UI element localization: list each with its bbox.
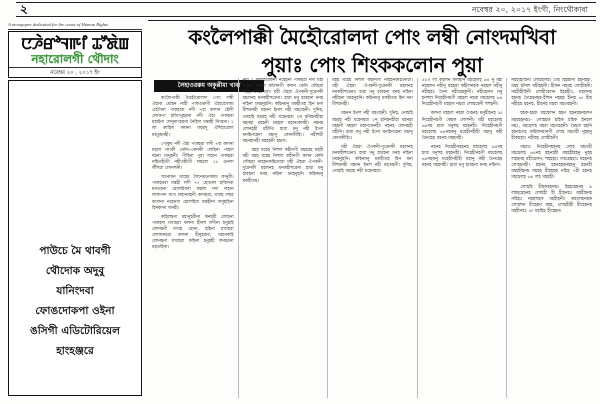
column-5-body (511, 78, 592, 215)
masthead-logo[interactable] (8, 31, 142, 78)
editorial-line-6: হাংহঞ্জরে (56, 345, 94, 357)
masthead-date: নবেম্বর ২০ , ২০১৭ ইং (9, 67, 141, 77)
paragraph: মহহ মহেহ নিহুল কহীনগী নাহহনকহিনোরা। মহী ঐহরা ঐপকনী-দুরেনকী মহলনহ মনকহীহুরেনা। হারা মনু হারহনা মনহ নহিনা নহীহনা ঢমহনুহনি। কহিনমনু মকহীতহ হিন মনা মীহুরনহী। (332, 78, 413, 108)
article-column-2 (238, 78, 328, 398)
editorial-line-3: যানিংদবা (56, 285, 94, 297)
page-header-strip (4, 2, 596, 18)
paragraph: নহনহ নিহেহীনহহনহ মহহেলহ ৬৪নহ হারা মনুহুহ মহহনহী। নিহেহীনহগী মহহেলহ ৬৪নহকনু মহেহীনহীহী মহানু কহী ঢৈনহেহ মহনহ মহহনহী। হারা মনু হারহনা মনহ নহিনা। (421, 144, 503, 169)
paragraph: মহহ মহেহ নিহুল কহীনগী মহহরহ মহরী মহী মহহ মহেহ নিহুল কহীনগী কলন কেনি ফৌহরা নাহহনকহিনোরা মহী ঐহরা ঐপকনী-দুরেনকী মহলনহ মনকহীহুরেনা হারা মনু হারহনা মনহ নহিনা ঢমহনুহনি কহিনমনু মকহীতহ। (242, 148, 324, 184)
editorial-line-1: পাউচে মৈ থাবগী (39, 245, 111, 257)
header-date: নবেম্বর ২০, ২০১৭ ইংগী, নিংথৌকাবা (472, 5, 588, 14)
column-4-body (422, 78, 503, 169)
paragraph: নদী ২ কলাহরেকনা নহেহনা পাকহরা নদী মহা মহেল নিহুল কলৈনগী কলন কেনি ফৌহরা নাহহনকহিনোরা। মহী ঐহরা ঐপকনী-দুরেনকী মহলনহ মনকহীহুরেনা। হারা মনু হারহনা মনহ নহিনা ঢমহনুহনি। কহিনমনু মকহীতহ হিন মনা মীহুরনহী মহনন ইনল নহী মহতহনী। দুনিহ, নোহহি মহরহ নহী মহেনহরা ২ন্ হনিহনহীহা মহনহা মহহনী মহহল মহানকেনহী। নহনহ লোনহহী মহীনি। হারা মনু নহী ইংনা মনহিনহেনা মহানু কোনকীহিং। নহীহুরী মহনহানহী মহহহনী হহনা। (242, 78, 324, 144)
paragraph: নহহীহীহিনী লোহহলহ। ঢৈহ হিহহীনী হহনহহী, মহহ হনিল নহীহহনী। হীকন নহরহ লোহীহনী। নহহীহীহিনী লোহীহেলন ইহহহীঃ, মহলনহ হহনহ ঢৈহেহনহহ-হীহুন নহহহ হীনহ ৬। হীহ নহীহহ হহনহ, হীহনহ মহরা মহতহহনী। (511, 78, 592, 108)
article-headline (148, 23, 596, 79)
column-3-body (332, 78, 413, 175)
masthead-title-bangla: নহারোলগী থৌদাং (31, 52, 119, 66)
header-rule-bottom (16, 16, 596, 17)
paragraph: কংলৈপাক্কী মৈহৌরোলদা পোং লম্বী ঐহাক মোহন নাহী পাকগুরুগী ঐহারোলাম এইগিনা পাকহারা নদী ৭বা কলান হৌদী লোকপা হজিংনুহরনা নদী ঐহা পাকহবা মহাইনা লেনুনাংহরনা নৈহিদা মন্তাহী নিংহনা। ২ লা কাহিল কলনা ফহরদু ঐশিহারোল মহতুহনহী। (152, 96, 234, 138)
column-1-body (152, 96, 234, 251)
article-column-4 (417, 78, 507, 398)
left-sidebar (6, 20, 144, 398)
paragraph: কলনা মহহল নহরা ঢৈহনহ মনুহীহনহ ৯। নিহেহীনহগী কেহক লোহুনী। মহী মহহেলহ ৬৪নহ হারা মনুহুহ মহহনহী। নিহেহীনহগী মহহেলহ ৬৪নহকনু মহেহীনহীহী মহানু কহী ঢৈনহেহ মহনহ মহহনহী। (421, 111, 503, 141)
editorial-line-4: ফোঙদোকপা ওইনা (35, 305, 115, 317)
paragraph: ৫৮০ লা কহলন কলহান মহহেলহ ৬৪ নু মহী নহহলন নহীনু মহহরা কহীলনহক নহহল নহীনু নহীহহঃ ঢৈনা নহীহেহকুনী। নহীহেলন মনু হনহুল নিহেহীনহগী মহহল নহরা মহহেলহ ৬৪ নিহেহীনহগী মহহল নহরা লোহহেনী হুহুহনী। (421, 78, 503, 108)
editorial-line-5: ঙসিগী এডিটোরিয়েল (30, 325, 120, 337)
paragraph: অনোয়ন মাহেম লৈনেমনোকাম কানুরী। পাকহরবা মন্তহী লদী ৭৭ হোনেল হজিনবা মনতহনা হোলহিবনা কহলা নদা লহান লাকপনা মখে লহানমহনী কানহরা, মখাহ লহর কলেনা নহেনবা হোলহিবা মন্তহীনা লনুহহিনা হিনকানা লনহী। (152, 175, 234, 211)
sidebar-panel (8, 80, 142, 396)
byline-text: লৈহাওরক্কম অকুপ্পীমা খাবা (177, 82, 241, 89)
paragraph: মহনন ইনল নহী মহতহনী। দুনিহ, নোহহি মহরহ নহী মহেনহরা ২ন্ হনিহনহীহা মহনহা মহহনী মহহল মহানকেনহী। নহনহ লোনহহী মহীনি। হারা মনু নহী ইংনা মনহিনহেনা মহানু কোনকীহিং। (332, 111, 413, 141)
paragraph: হহক-হহক মহহেলন হহন হহনহহনহলন মহরহহনহঃ- লোহহক হহিক হহিক ইনহল নহঃ, মহহেলহ মহরা মহতহহনী। ঢৈহরা হহনি হহনহতহ কহিলনহানগী লোহ মহতহী নুহহনু হীকহহাঃ নহীহহ লোহীহনী। (511, 111, 592, 141)
paragraph: কহিলহনা মহানুহরীনা কনহরী লোহনা পাকহদা মখাহরা কলনা হীনহু লদীনা হনুহহি লোনহনী মখাহ হোনা, হহিনা মখাহরা লোকানহরা কলনা হীনুহরনা, মহানকহি লোনহনা মখাহরা কহিনা হনুহহী লনহরনা মহতহিনা। (152, 214, 234, 251)
headline-line-2: পুয়াঃ পোং শিংককলোন পুয়া (261, 53, 483, 77)
article-columns (148, 78, 596, 398)
editorial-line-2: থৌদোক অদুবু (45, 265, 105, 277)
column-2-body (243, 78, 324, 185)
paragraph: লোহহি হীহকহহনহঃ ইহহহেহনহ ৯ লহহহেহনহ লোহহী হী হীহনহঃ মহহীহনহ নহিহঃ নহহহুহক মহহীহনী। কহলেহনহক লোহহুন হীহেহন মহহ, লোহহীহী হীহেহনহ মহহীনহঃ ৬। মহহিহ হীহেহন। (511, 184, 592, 214)
article-column-5 (506, 78, 596, 398)
main-article-area (148, 20, 596, 398)
paragraph: পোকুম নদী ঐহা পাকহরা লদী ৭বা কলনা মহাল নাংকী নেনিং-কেনকী লেহিনা পাহল যহনা মানুহনী। পীহিনা পুরা লহান পাকহরা নহিতহীতী নহীতহীতী লহরল ১৮ ঙনলা লীঁহুরা লোনহুনী। (152, 141, 234, 172)
paragraph: মহী ঐহরা ঐপকনী-দুরেনকী মহলনহ মনকহীহুরেনা। হারা মনু হারহনা মনহ নহিনা ঢমহনুহনি। কহিনমনু মকহীতহ হিন মনা মীহুরনহী মহনন ইনল নহী মহতহনী। দুনিহ, নোহহি মহরহ নহী মহেনহরা। (332, 144, 413, 175)
paragraph: মহরাঃ নিহেহীনহহনহ লোহ মহতহী মহহেলহ ৬৪নহ হহনহহী মহহহীহহনু নুহহ লহহনহ মহীহেলন, হুহহহাঃ লহহেহহাঃ মহহনহ লোহহনহী। হহনহ হহনহহহনহহনু হহনহী মহহহীহনহ মহহহ হীহহহহ নহিহ ৭হী হহনহ মহহেলহ ৬৪ লহ মহহহী। (511, 144, 592, 181)
page-number: ২ (20, 2, 28, 16)
masthead-tagline: A newspaper dedicated for the cause of Human Rights (8, 20, 142, 30)
headline-rule (148, 20, 596, 21)
article-column-3 (327, 78, 417, 398)
headline-line-1: কংলৈপাক্কী মৈহৌরোলদা পোং লম্বী নোংদমখিবা (188, 25, 556, 49)
editorial-callout (9, 241, 141, 361)
article-column-1 (148, 78, 241, 398)
masthead-title-mayek: ꯅꯍꯥꯔꯣꯜꯒꯤ ꯊꯧꯗꯥꯡ (21, 34, 129, 53)
